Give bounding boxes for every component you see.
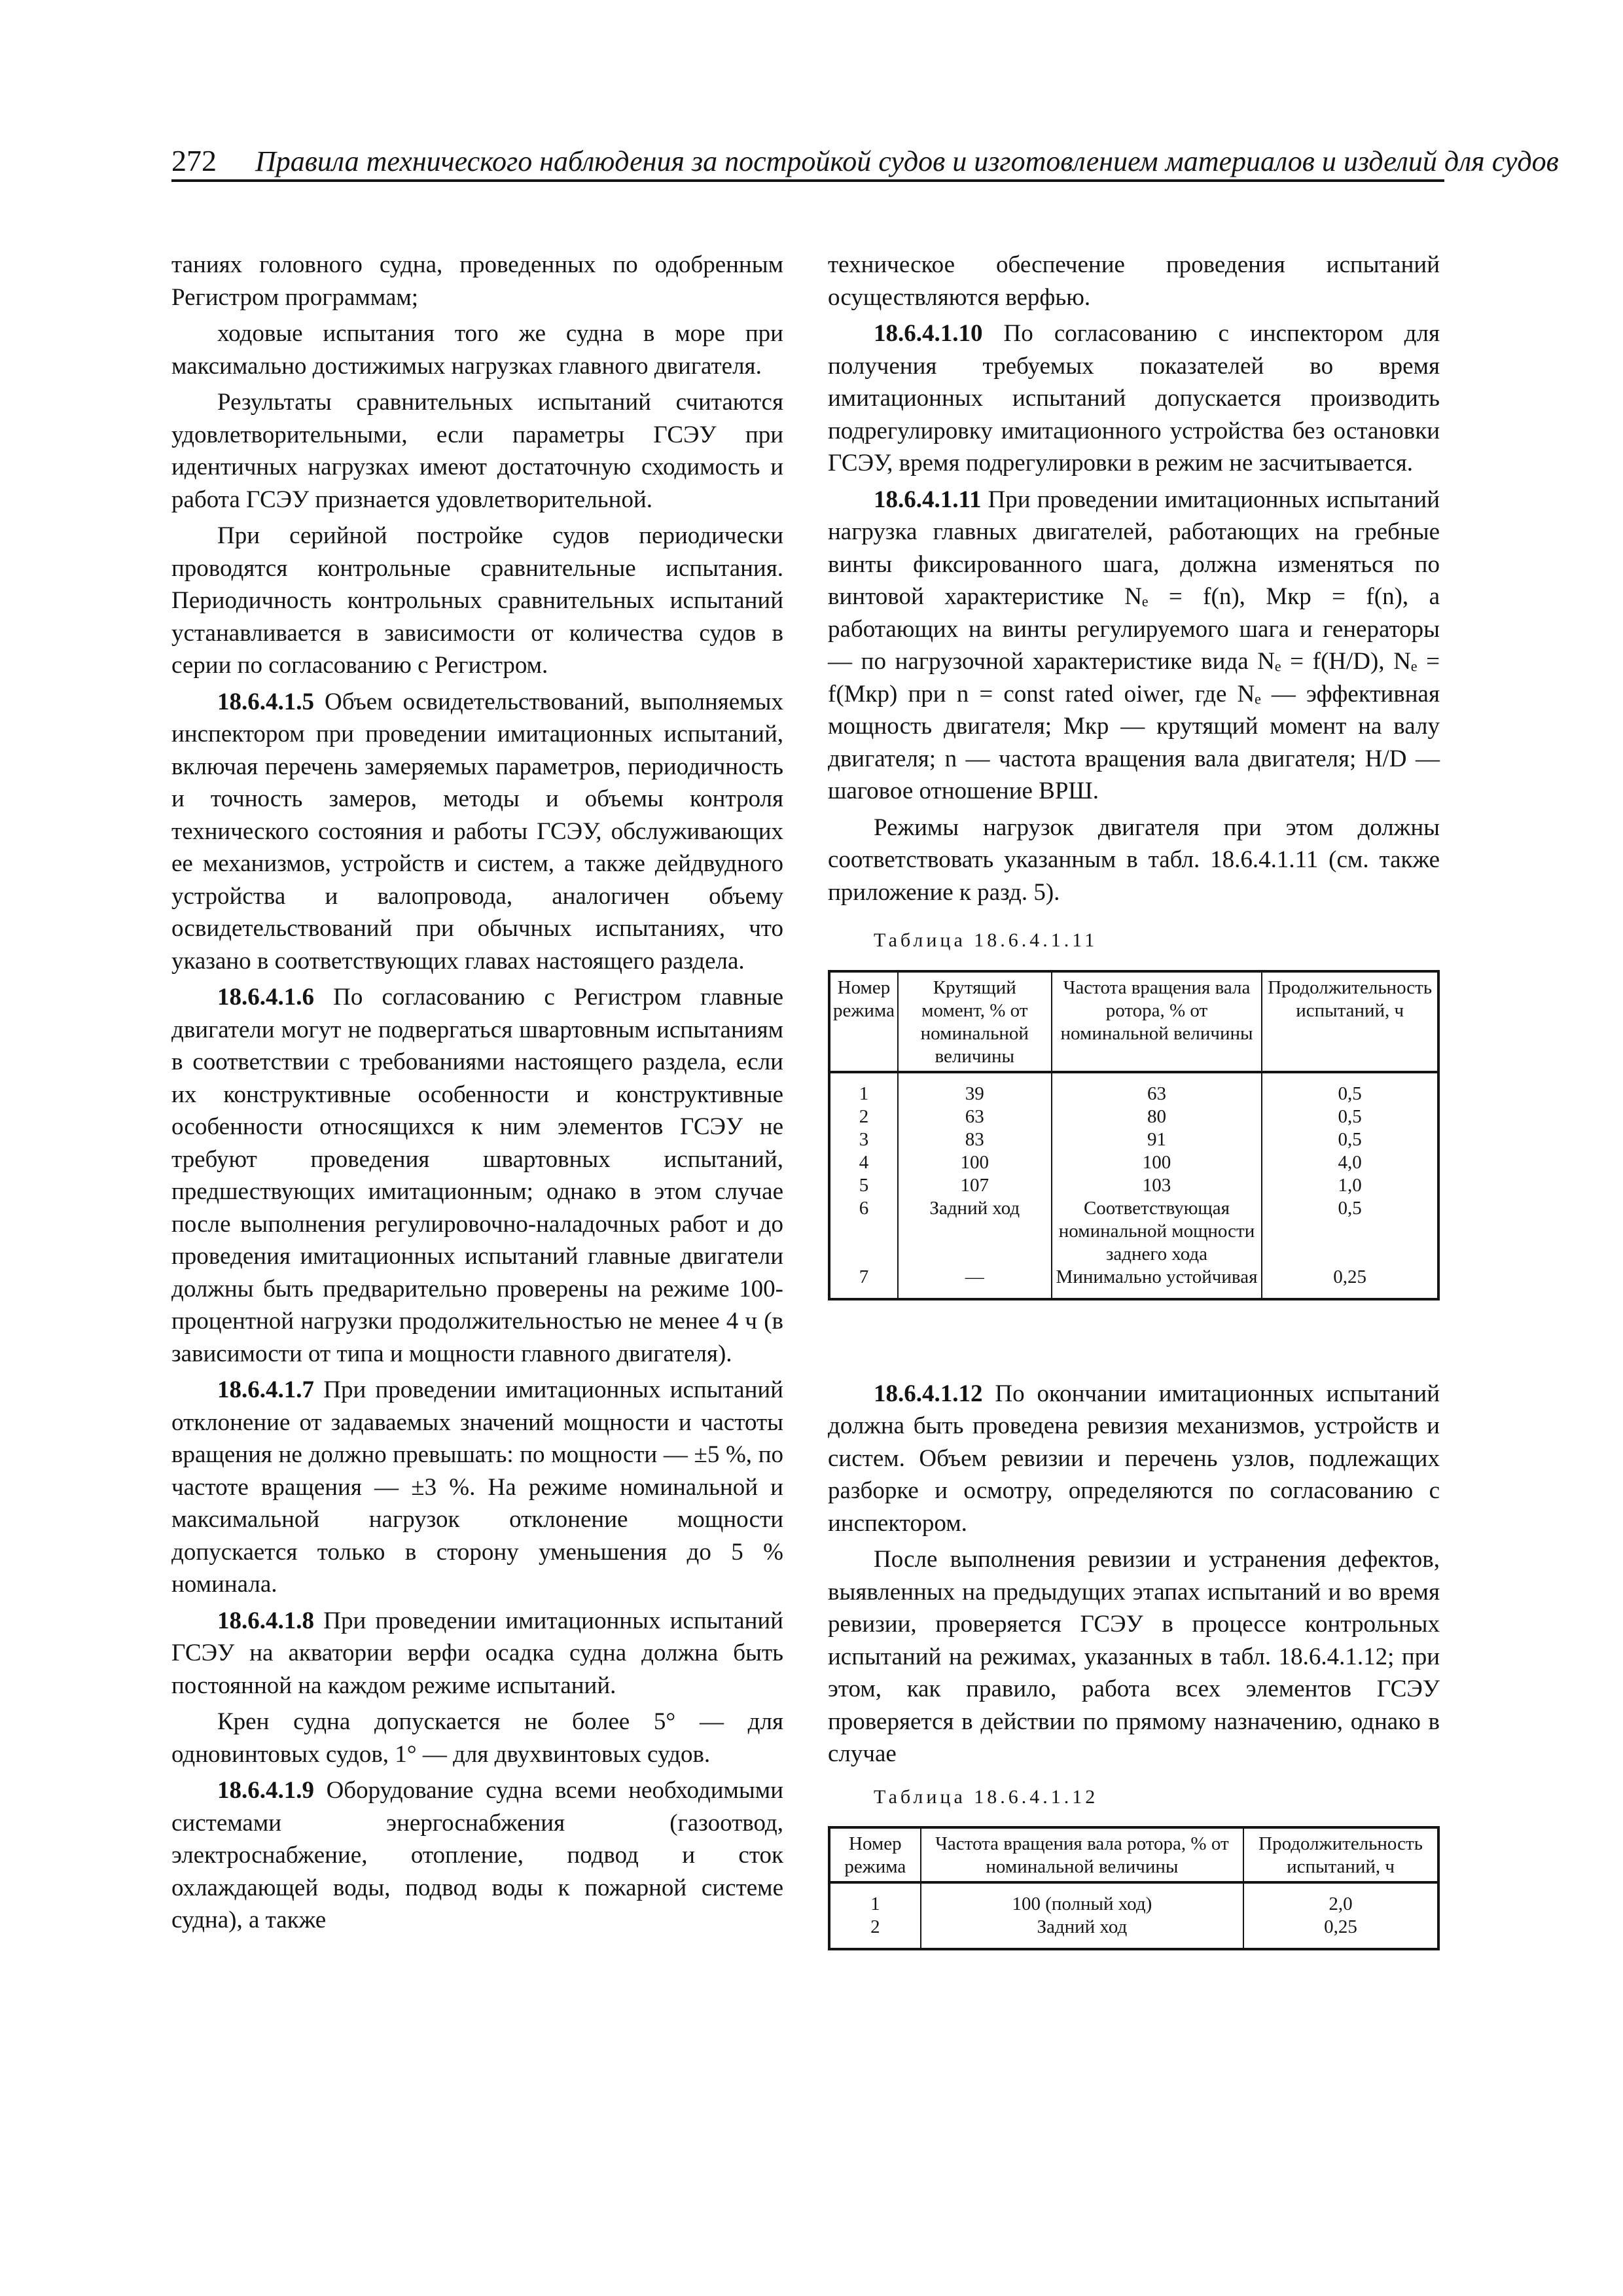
table-header-row	[829, 971, 1438, 1072]
table-row	[829, 1266, 1438, 1299]
table-cell: 4	[829, 1151, 898, 1174]
clause-text: При проведении имитационных испытаний ГСЭУ на акватории верфи осадка судна должна быть постоянной на каждом режиме испытаний.	[171, 1607, 783, 1699]
table-row	[829, 1105, 1438, 1128]
table-cell: —	[898, 1266, 1052, 1299]
table-cell: Задний ход	[921, 1916, 1243, 1949]
paragraph: После выполнения ревизии и устранения дефектов, выявленных на предыдущих этапах испытаний и во время ревизии, проверяется ГСЭУ в процессе контрольных испытаний на режимах, указанных в табл. 18.6.4.1.12; при этом, как правило, работа всех элементов ГСЭУ проверяется в действии по прямому назначению, однако в случае	[828, 1546, 1440, 1767]
table-header-cell: Номер режима	[829, 971, 898, 1072]
table-cell: 2	[829, 1916, 921, 1949]
clause-number: 18.6.4.1.9	[217, 1777, 314, 1804]
table-header-cell: Продолжительность испытаний, ч	[1262, 971, 1438, 1072]
clause-number: 18.6.4.1.7	[217, 1376, 314, 1403]
table-18-6-4-1-11	[828, 970, 1440, 1300]
clause-number: 18.6.4.1.6	[217, 984, 314, 1011]
table-cell: 6	[829, 1197, 898, 1266]
clause-text: Оборудование судна всеми необходимыми системами энергоснабжения (газоотвод, электроснабжение, отопление, подвод и сток охлаждающей воды, подвод воды к пожарной системе судна), а также	[171, 1777, 783, 1933]
paragraph-18-6-4-1-7	[171, 1374, 783, 1601]
table-header-cell: Частота вращения вала ротора, % от номинальной величины	[921, 1827, 1243, 1882]
clause-text: По окончании имитационных испытаний должна быть проведена ревизия механизмов, устройств и систем. Объем ревизии и перечень узлов, подлежащих разборке и осмотру, определяются по согласованию с инспектором.	[828, 1380, 1440, 1537]
table-row	[829, 1174, 1438, 1197]
page-number: 272	[171, 144, 217, 177]
table-row	[829, 1916, 1438, 1949]
table-cell: 83	[898, 1128, 1052, 1151]
table-cell: 91	[1052, 1128, 1262, 1151]
table-header-row	[829, 1827, 1438, 1882]
table-cell: 0,5	[1262, 1128, 1438, 1151]
header-rule	[171, 179, 1444, 182]
table-cell: Минимально устойчивая	[1052, 1266, 1262, 1299]
clause-text: Объем освидетельствований, выполняемых инспектором при проведении имитационных испытаний, включая перечень замеряемых параметров, периодичность и точность замеров, методы и объемы контроля технического состояния и работы ГСЭУ, обслуживающих ее механизмов, устройств и систем, а также дейдвудного устройства и валопровода, аналогичен объему освидетельствований при обычных испытаниях, что указано в соответствующих главах настоящего раздела.	[171, 688, 784, 975]
paragraph-18-6-4-1-6	[171, 981, 783, 1370]
clause-number: 18.6.4.1.12	[874, 1380, 983, 1407]
clause-text: При проведении имитационных испытаний отклонение от задаваемых значений мощности и частоты вращения не должно превышать: по мощности — ±5 %, по частоте вращения — ±3 %. На режиме номинальной и максимальной нагрузок отклонение мощности допускается только в сторону уменьшения до 5 % номинала.	[171, 1376, 783, 1598]
table-cell: Соответствующая номинальной мощности заднего хода	[1052, 1197, 1262, 1266]
table-caption: Таблица 18.6.4.1.11	[874, 929, 1098, 951]
table-cell: 100 (полный ход)	[921, 1882, 1243, 1916]
running-header	[171, 144, 1559, 182]
clause-number: 18.6.4.1.5	[217, 688, 314, 715]
table-cell: 4,0	[1262, 1151, 1438, 1174]
table-cell: 1,0	[1262, 1174, 1438, 1197]
table-cell: 2	[829, 1105, 898, 1128]
paragraph: техническое обеспечение проведения испытаний осуществляются верфью.	[828, 251, 1440, 311]
table-cell: 0,5	[1262, 1197, 1438, 1266]
table-header-cell: Крутящий момент, % от номинальной величины	[898, 971, 1052, 1072]
table-header-cell: Номер режима	[829, 1827, 921, 1882]
paragraph-18-6-4-1-5	[171, 686, 783, 978]
table-18-6-4-1-12	[828, 1826, 1440, 1950]
table-row	[829, 1882, 1438, 1916]
running-title: Правила технического наблюдения за постройкой судов и изготовлением материалов и изделий для судов	[255, 145, 1559, 177]
table-row	[829, 1151, 1438, 1174]
table-cell: 1	[829, 1882, 921, 1916]
table-cell: 5	[829, 1174, 898, 1197]
table-cell: 39	[898, 1072, 1052, 1105]
paragraph-18-6-4-1-12	[828, 1378, 1440, 1540]
clause-text: При проведении имитационных испытаний нагрузка главных двигателей, работающих на гребные винты фиксированного шага, должна изменяться по винтовой характеристике Nₑ = f(n), Mкр = f(n), а работающих на винты регулируемого шага и генераторы — по нагрузочной характеристике вида Nₑ = f(H/D), Nₑ = f(Mкр) при n = const rated oiwer, где Nₑ — эффективная мощность двигателя; Mкр — крутящий момент на валу двигателя; n — частота вращения вала двигателя; H/D — шаговое отношение ВРШ.	[828, 486, 1440, 804]
paragraph: таниях головного судна, проведенных по одобренным Регистром программам;	[171, 251, 783, 311]
paragraph: Режимы нагрузок двигателя при этом должны соответствовать указанным в табл. 18.6.4.1.11 (см. также приложение к разд. 5).	[828, 814, 1440, 906]
table-cell: 100	[1052, 1151, 1262, 1174]
table-caption: Таблица 18.6.4.1.12	[874, 1785, 1099, 1808]
table-cell: 0,5	[1262, 1105, 1438, 1128]
table-header-cell: Частота вращения вала ротора, % от номинальной величины	[1052, 971, 1262, 1072]
paragraph-18-6-4-1-9	[171, 1774, 783, 1937]
table-cell: 100	[898, 1151, 1052, 1174]
table-cell: 7	[829, 1266, 898, 1299]
clause-number: 18.6.4.1.10	[874, 320, 983, 347]
paragraph: Крен судна допускается не более 5° — для одновинтовых судов, 1° — для двухвинтовых судов.	[171, 1708, 783, 1768]
table-cell: 3	[829, 1128, 898, 1151]
clause-text: По согласованию с Регистром главные двигатели могут не подвергаться швартовным испытаниям в соответствии с требованиями настоящего раздела, если их конструктивные особенности и конструктивные особенности относящихся к ним элементов ГСЭУ не требуют проведения швартовных испытаний, предшествующих имитационным; однако в этом случае после выполнения регулировочно-наладочных работ и до проведения имитационных испытаний главные двигатели должны быть предварительно проверены на режиме 100-процентной нагрузки продолжительностью не менее 4 ч (в зависимости от типа и мощности главного двигателя).	[171, 984, 783, 1367]
paragraph-18-6-4-1-8	[171, 1605, 783, 1702]
table-header-cell: Продолжительность испытаний, ч	[1243, 1827, 1438, 1882]
paragraph-18-6-4-1-10	[828, 317, 1440, 480]
paragraph-18-6-4-1-11	[828, 484, 1440, 808]
paragraph: Результаты сравнительных испытаний считаются удовлетворительными, если параметры ГСЭУ при идентичных нагрузках имеют достаточную сходимость и работа ГСЭУ признается удовлетворительной.	[171, 389, 783, 513]
right-column	[828, 249, 1440, 1950]
table-cell: 80	[1052, 1105, 1262, 1128]
clause-number: 18.6.4.1.8	[217, 1607, 314, 1634]
paragraph: ходовые испытания того же судна в море при максимально достижимых нагрузках главного двигателя.	[171, 320, 783, 380]
clause-number: 18.6.4.1.11	[874, 486, 982, 513]
table-cell: 0,25	[1243, 1916, 1438, 1949]
left-column	[171, 249, 783, 1941]
table-cell: 1	[829, 1072, 898, 1105]
table-cell: 0,5	[1262, 1072, 1438, 1105]
table-row	[829, 1128, 1438, 1151]
paragraph: При серийной постройке судов периодически проводятся контрольные сравнительные испытания. Периодичность контрольных сравнительных испытаний устанавливается в зависимости от количества судов в серии по согласованию с Регистром.	[171, 522, 783, 679]
table-cell: 0,25	[1262, 1266, 1438, 1299]
table-row	[829, 1072, 1438, 1105]
table-cell: 107	[898, 1174, 1052, 1197]
table-row	[829, 1197, 1438, 1266]
table-cell: 63	[1052, 1072, 1262, 1105]
table-cell: 103	[1052, 1174, 1262, 1197]
table-cell: 63	[898, 1105, 1052, 1128]
table-cell: 2,0	[1243, 1882, 1438, 1916]
table-cell: Задний ход	[898, 1197, 1052, 1266]
clause-text: По согласованию с инспектором для получения требуемых показателей во время имитационных испытаний допускается производить подрегулировку имитационного устройства без остановки ГСЭУ, время подрегулировки в режим не засчитывается.	[828, 320, 1440, 476]
